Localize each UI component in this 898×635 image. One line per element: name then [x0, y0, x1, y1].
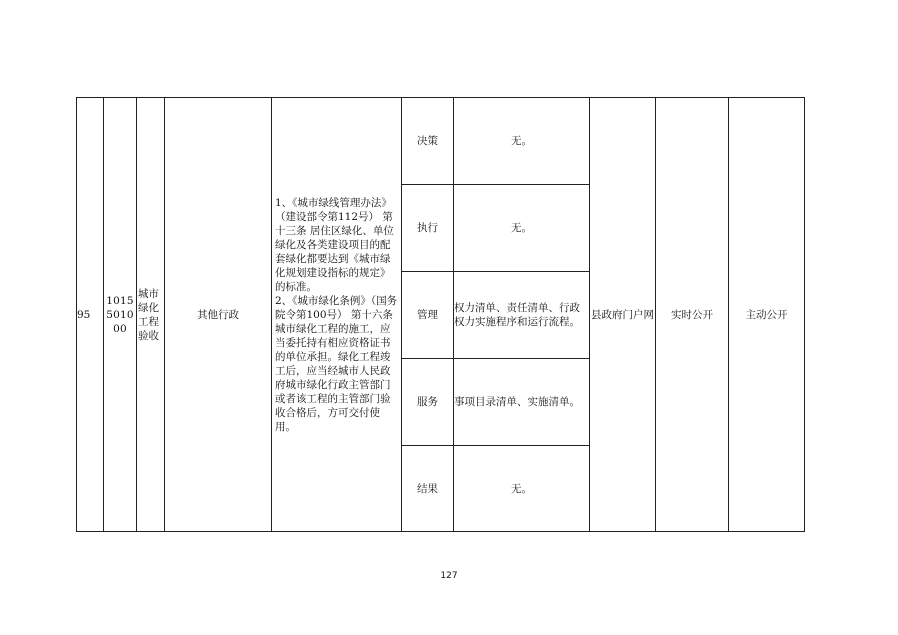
stage-label: 执行 — [402, 185, 454, 272]
disclosure-table — [76, 97, 805, 532]
item-name: 城市绿化工程验收 — [137, 98, 165, 532]
stage-label: 决策 — [402, 98, 454, 185]
disclosure-timing: 实时公开 — [656, 98, 729, 532]
legal-basis: 1、《城市绿线管理办法》（建设部令第112号） 第十三条 居住区绿化、单位绿化及各类建设项目的配套绿化都要达到《城市绿化规划建设指标的规定》的标准。 2、《城市绿化条例》（国务院令第100号） 第十六条 城市绿化工程的施工，应当委托持有相应资格证书的单位承担。绿化工程竣工后，应当经城市人民政府城市绿化行政主管部门或者该工程的主管部门验收合格后，方可交付使用。 — [272, 98, 402, 532]
stage-content: 无。 — [454, 185, 590, 272]
stage-content: 无。 — [454, 98, 590, 185]
item-code: 1015501000 — [104, 98, 137, 532]
disclosure-channel: 县政府门户网 — [590, 98, 656, 532]
item-category: 其他行政 — [165, 98, 272, 532]
page-number: 127 — [440, 571, 458, 581]
stage-label: 管理 — [402, 272, 454, 359]
stage-label: 服务 — [402, 359, 454, 446]
stage-content: 事项目录清单、实施清单。 — [454, 359, 590, 446]
stage-content: 权力清单、责任清单、行政权力实施程序和运行流程。 — [454, 272, 590, 359]
stage-content: 无。 — [454, 446, 590, 532]
disclosure-mode: 主动公开 — [729, 98, 805, 532]
row-number: 95 — [77, 98, 104, 532]
stage-label: 结果 — [402, 446, 454, 532]
